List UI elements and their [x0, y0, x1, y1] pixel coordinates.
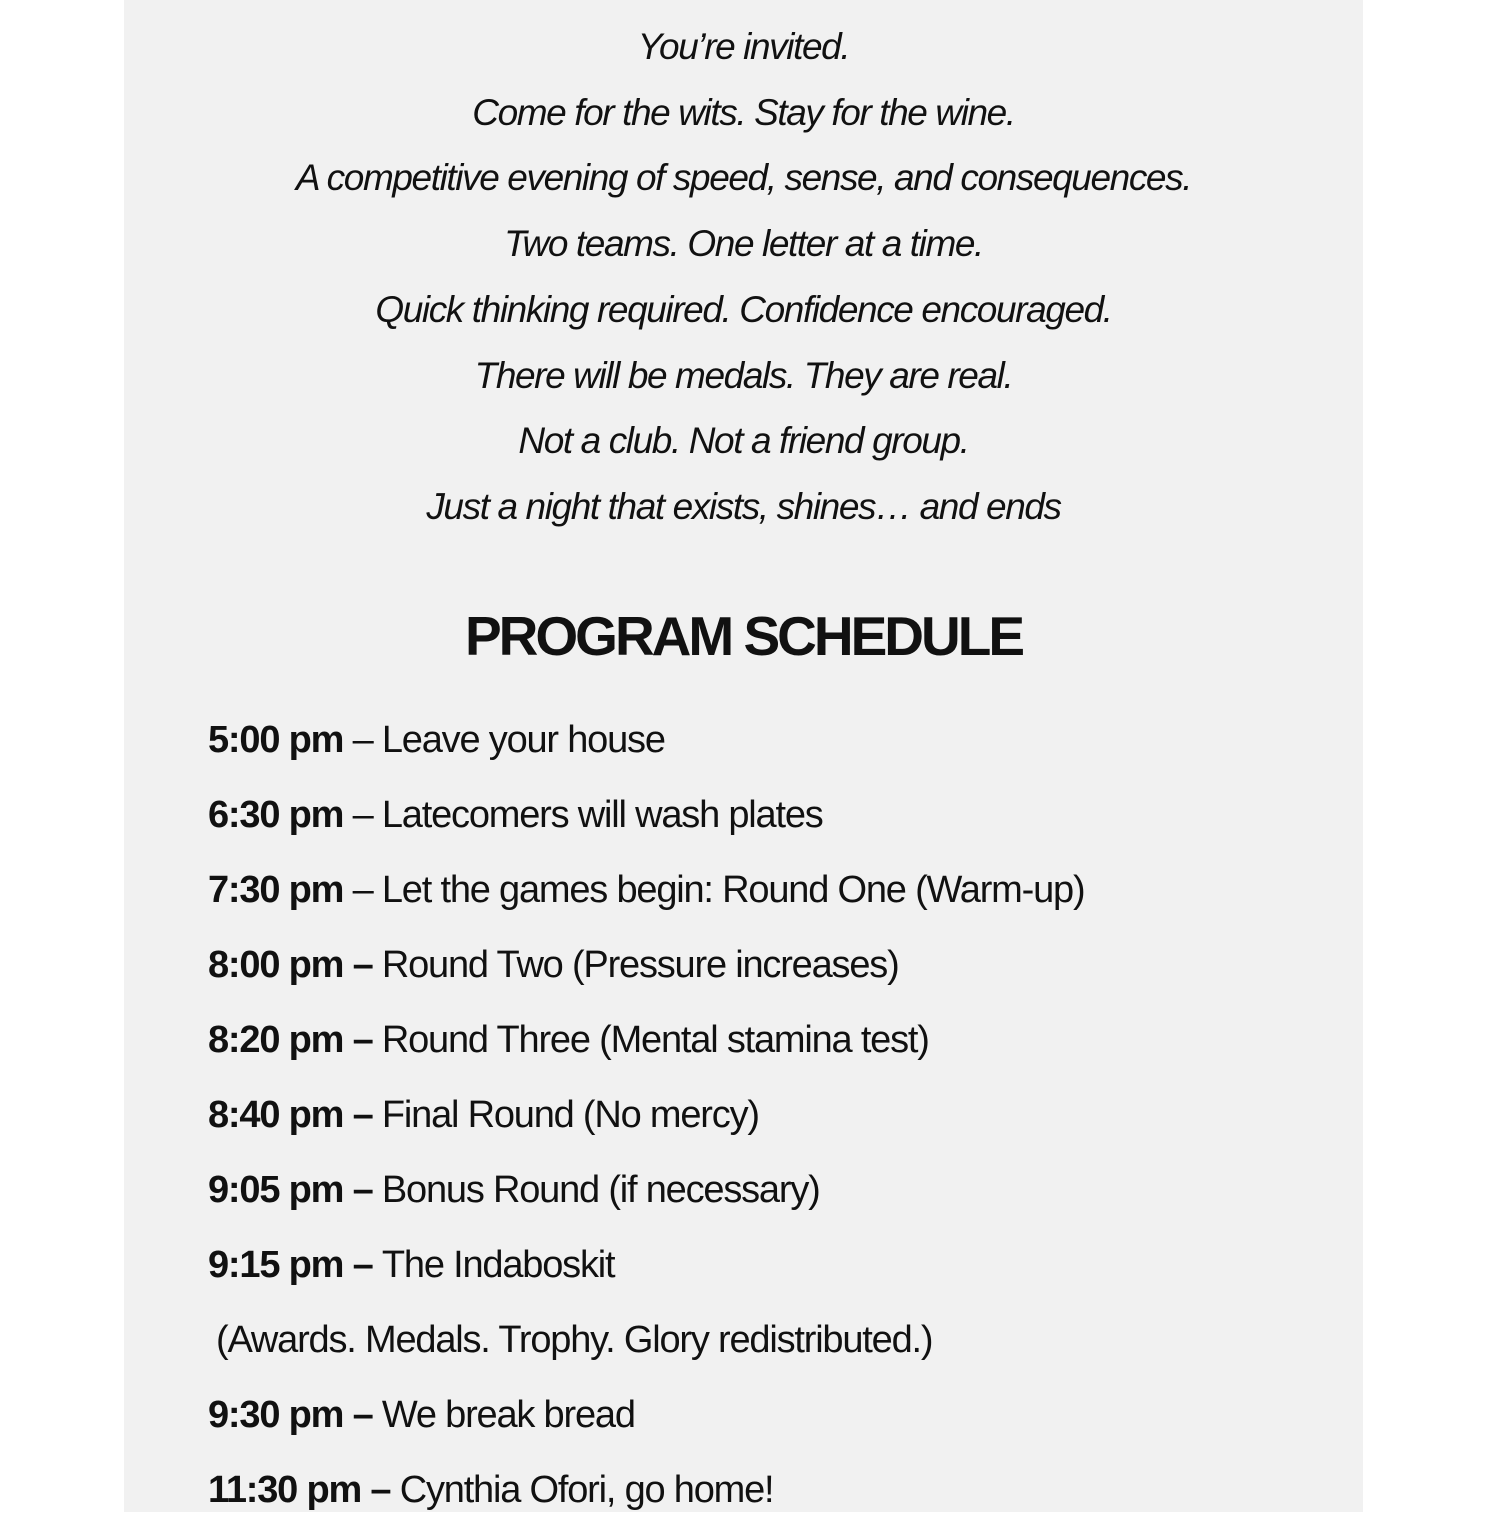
schedule-separator: –	[343, 944, 382, 986]
invitation-card	[124, 0, 1363, 1512]
schedule-time: 9:05 pm	[208, 1169, 344, 1211]
intro-text	[124, 14, 1363, 540]
intro-line: Quick thinking required. Confidence encouraged.	[375, 288, 1112, 330]
schedule-time: 6:30 pm	[208, 794, 344, 836]
schedule-separator: –	[343, 1169, 382, 1211]
schedule-activity: Bonus Round (if necessary)	[381, 1169, 820, 1211]
intro-line: You’re invited.	[637, 26, 850, 67]
schedule-activity: Leave your house	[381, 719, 665, 761]
schedule-time: 11:30 pm	[208, 1469, 362, 1511]
schedule-separator: –	[343, 719, 382, 761]
schedule-note	[208, 1303, 1084, 1378]
schedule-activity: Let the games begin: Round One (Warm-up)	[381, 869, 1085, 911]
schedule-item	[208, 1378, 1084, 1453]
schedule-activity: (Awards. Medals. Trophy. Glory redistributed.)	[216, 1319, 933, 1361]
schedule-activity: Round Two (Pressure increases)	[381, 944, 899, 986]
schedule-time: 8:00 pm	[208, 944, 344, 986]
intro-line: Just a night that exists, shines… and ends	[426, 485, 1061, 527]
schedule-activity: We break bread	[381, 1394, 635, 1436]
schedule-separator: –	[343, 869, 382, 911]
intro-line: There will be medals. They are real.	[474, 354, 1013, 396]
schedule-separator: –	[343, 1244, 382, 1286]
schedule-item	[208, 853, 1084, 928]
schedule-activity: Final Round (No mercy)	[381, 1094, 759, 1136]
schedule-item	[208, 778, 1084, 853]
schedule-activity: Round Three (Mental stamina test)	[381, 1019, 929, 1061]
schedule-time: 5:00 pm	[208, 719, 344, 761]
schedule-activity: Cynthia Ofori, go home!	[399, 1469, 774, 1511]
intro-line: Two teams. One letter at a time.	[504, 223, 983, 265]
schedule-time: 8:40 pm	[208, 1094, 344, 1136]
schedule-separator: –	[343, 1394, 382, 1436]
schedule-item	[208, 928, 1084, 1003]
schedule-time: 8:20 pm	[208, 1019, 344, 1061]
schedule-separator: –	[343, 1094, 382, 1136]
schedule-activity: The Indaboskit	[381, 1244, 615, 1286]
schedule-activity: Latecomers will wash plates	[381, 794, 823, 836]
schedule-time: 9:15 pm	[208, 1244, 344, 1286]
intro-line: A competitive evening of speed, sense, and consequences.	[295, 157, 1192, 199]
schedule-separator: –	[343, 1019, 382, 1061]
intro-line: Come for the wits. Stay for the wine.	[472, 91, 1015, 133]
schedule-separator: –	[343, 794, 382, 836]
schedule-item	[208, 1453, 1084, 1528]
schedule-item	[208, 1228, 1084, 1303]
schedule-item	[208, 1153, 1084, 1228]
schedule-time: 9:30 pm	[208, 1394, 344, 1436]
schedule-separator: –	[361, 1469, 400, 1511]
schedule-item	[208, 1003, 1084, 1078]
page-title: PROGRAM SCHEDULE	[464, 605, 1023, 667]
program-schedule	[208, 703, 1084, 1528]
intro-line: Not a club. Not a friend group.	[518, 420, 969, 462]
schedule-time: 7:30 pm	[208, 869, 344, 911]
schedule-item	[208, 703, 1084, 778]
schedule-item	[208, 1078, 1084, 1153]
